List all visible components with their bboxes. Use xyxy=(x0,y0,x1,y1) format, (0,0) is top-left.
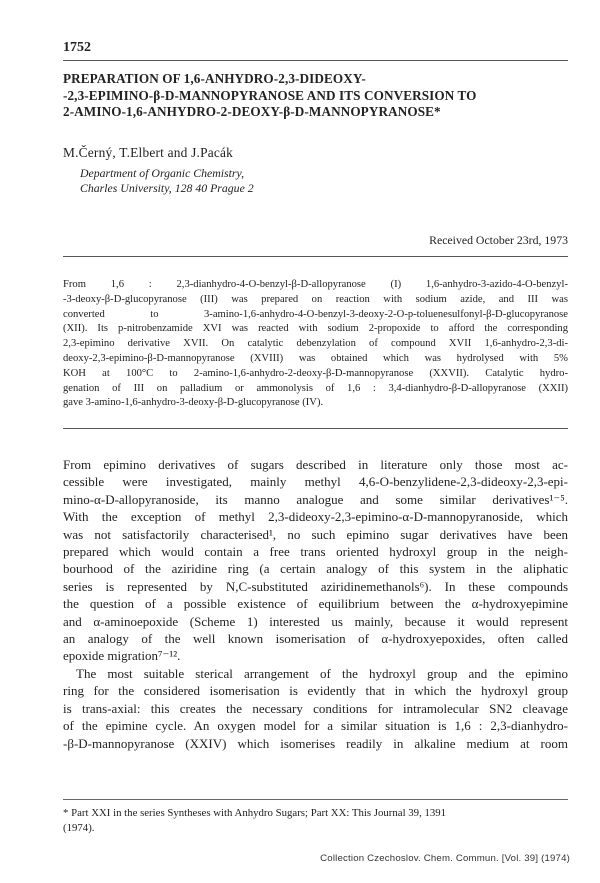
title-line: -2,3-EPIMINO-β-D-MANNOPYRANOSE AND ITS CONVERSION TO xyxy=(63,87,477,103)
abstract-line: From 1,6 : 2,3-dianhydro-4-O-benzyl-β-D-allopyranose (I) 1,6-anhydro-3-azido-4-O-benzyl- xyxy=(63,279,568,290)
abstract-line: KOH at 100°C to 2-amino-1,6-anhydro-2-deoxy-β-D-mannopyranose (XXVII). Catalytic hydro- xyxy=(63,367,568,379)
article-title xyxy=(63,71,568,121)
body-line: an analogy of the well known isomerisation of α-hydroxyepoxides, often called xyxy=(63,631,568,647)
body-line: -β-D-mannopyranose (XXIV) which isomerises readily in alkaline medium at room xyxy=(63,735,568,751)
abstract-line: (XII). Its p-nitrobenzamide XVI was reacted with sodium 2-propoxide to afford the corresponding xyxy=(63,323,568,335)
abstract-bottom-rule xyxy=(63,428,568,429)
title-line: 2-AMINO-1,6-ANHYDRO-2-DEOXY-β-D-MANNOPYRANOSE* xyxy=(63,104,441,119)
body-line: series is represented by N,C-substituted aziridinemethanols⁶). In these compounds xyxy=(63,578,568,594)
body-line: ring for the considered isomerisation is evidently that in which the hydroxyl group xyxy=(63,683,568,699)
footnote-line: (1974). xyxy=(63,821,95,834)
body-line: prepared which would contain a free trans oriented hydroxyl group in the neigh- xyxy=(63,544,568,560)
affiliation-line: Charles University, 128 40 Prague 2 xyxy=(80,181,254,195)
footnote xyxy=(63,806,568,835)
abstract-line: converted to 3-amino-1,6-anhydro-4-O-benzyl-3-deoxy-2-O-p-toluenesulfonyl-β-D-glucopyranose xyxy=(63,308,568,320)
journal-footer: Collection Czechoslov. Chem. Commun. [Vol. 39] (1974) xyxy=(320,853,570,864)
title-line: PREPARATION OF 1,6-ANHYDRO-2,3-DIDEOXY- xyxy=(63,71,366,86)
page-number: 1752 xyxy=(63,40,91,55)
body-text xyxy=(63,456,568,752)
body-line: The most suitable sterical arrangement of the hydroxyl group and the epimino xyxy=(76,665,568,681)
body-line: cessible were investigated, mainly methyl 4,6-O-benzylidene-2,3-dideoxy-2,3-epi- xyxy=(63,474,568,490)
affiliation-line: Department of Organic Chemistry, xyxy=(80,166,245,180)
footnote-line: * Part XXI in the series Syntheses with Anhydro Sugars; Part XX: This Journal 39, 1391 xyxy=(63,807,447,819)
received-date: Received October 23rd, 1973 xyxy=(429,233,568,247)
abstract-line: deoxy-2,3-epimino-β-D-mannopyranose (XVIII) was obtained which was hydrolysed with 5% xyxy=(63,352,568,364)
footnote-rule xyxy=(63,799,568,800)
header-rule xyxy=(63,60,568,61)
body-line: mino-α-D-allopyranoside, its manno analogue and some similar derivatives¹⁻⁵. xyxy=(63,491,568,507)
body-line: From epimino derivatives of sugars described in literature only those most ac- xyxy=(63,457,568,472)
body-line: is trans-axial: this creates the necessary conditions for intramolecular SN2 cleavage xyxy=(63,700,568,716)
abstract-line: gave 3-amino-1,6-anhydro-3-deoxy-β-D-glucopyranose (IV). xyxy=(63,397,324,409)
body-line: the question of a possible existence of equilibrium between the α-hydroxyepimine xyxy=(63,596,568,612)
abstract-line: -3-deoxy-β-D-glucopyranose (III) was prepared on reaction with sodium azide, and III was xyxy=(63,293,568,305)
authors: M.Černý, T.Elbert and J.Pacák xyxy=(63,145,234,160)
abstract-line: genation of III on palladium or ammonolysis of 1,6 : 3,4-dianhydro-β-D-allopyranose (XXII) xyxy=(63,382,568,394)
body-line: was not satisfactorily characterised¹, no such epimino sugar derivatives have been xyxy=(63,526,568,542)
body-line: epoxide migration⁷⁻¹². xyxy=(63,648,181,664)
abstract-line: 2,3-epimino derivative XVII. On catalytic debenzylation of compound XVII 1,6-anhydro-2,3-di- xyxy=(63,338,568,350)
body-line: and α-aminoepoxide (Scheme 1) interested us mainly, because it would represent xyxy=(63,613,568,629)
body-line: of the epimine cycle. An oxygen model for a similar situation is 1,6 : 2,3-dianhydro- xyxy=(63,718,568,734)
abstract-top-rule xyxy=(63,256,568,257)
body-line: With the exception of methyl 2,3-dideoxy-2,3-epimino-α-D-mannopyranoside, which xyxy=(63,509,568,525)
abstract xyxy=(63,278,568,411)
body-line: bourhood of the aziridine ring (a certain analogy of this system in the aliphatic xyxy=(63,561,568,577)
